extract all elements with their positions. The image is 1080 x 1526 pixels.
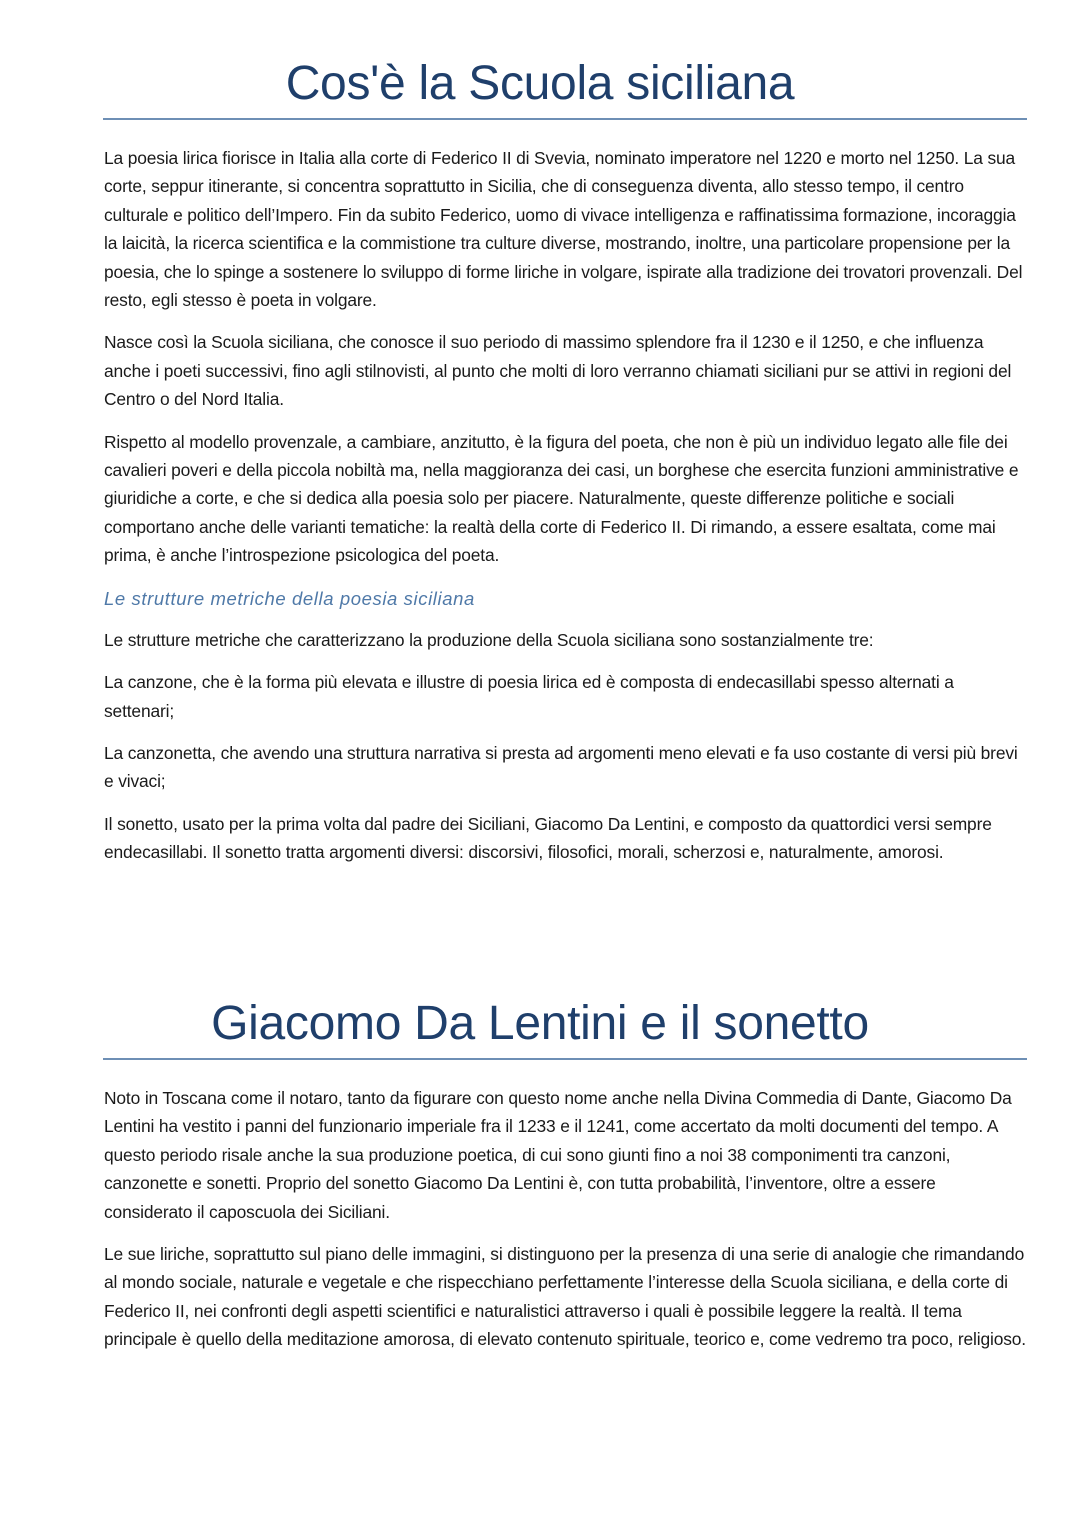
title-underline	[103, 118, 1027, 120]
paragraph: La poesia lirica fiorisce in Italia alla corte di Federico II di Svevia, nominato imperatore nel 1220 e morto nel 1250. La sua corte, seppur itinerante, si concentra soprattutto in Sicilia, che di conseguenza diventa, allo stesso tempo, il centro culturale e politico dell’Impero. Fin da subito Federico, uomo di vivace intelligenza e raffinatissima formazione, incoraggia la laicità, la ricerca scientifica e la commistione tra culture diverse, mostrando, inoltre, una particolare propensione per la poesia, che lo spinge a sostenere lo sviluppo di forme liriche in volgare, ispirate alla tradizione dei trovatori provenzali. Del resto, egli stesso è poeta in volgare.	[104, 148, 1023, 311]
section-title-giacomo-da-lentini: Giacomo Da Lentini e il sonetto	[211, 997, 869, 1050]
section-body-giacomo-da-lentini	[104, 1084, 1026, 1368]
paragraph: Le sue liriche, soprattutto sul piano delle immagini, si distinguono per la presenza di una serie di analogie che rimandando al mondo sociale, naturale e vegetale e che rispecchiano perfettamente l’interesse della Scuola siciliana, e della corte di Federico II, nei confronti degli aspetti scientifici e naturalistici attraverso i quali è possibile leggere la realtà. Il tema principale è quello della meditazione amorosa, di elevato contenuto spirituale, teorico e, come vedremo tra poco, religioso.	[104, 1244, 1026, 1350]
paragraph: Rispetto al modello provenzale, a cambiare, anzitutto, è la figura del poeta, che non è più un individuo legato alle file dei cavalieri poveri e della piccola nobiltà ma, nella maggioranza dei casi, un borghese che esercita funzioni amministrative e giuridiche a corte, e che si dedica alla poesia solo per piacere. Naturalmente, queste differenze politiche e sociali comportano anche delle varianti tematiche: la realtà della corte di Federico II. Di rimando, a essere esaltata, come mai prima, è anche l’introspezione psicologica del poeta.	[104, 431, 1019, 566]
paragraph-sonetto: Il sonetto, usato per la prima volta dal padre dei Siciliani, Giacomo Da Lentini, e composto da quattordici versi sempre endecasillabi. Il sonetto tratta argomenti diversi: discorsivi, filosofici, morali, scherzosi e, naturalmente, amorosi.	[104, 813, 992, 863]
section-title-scuola-siciliana: Cos'è la Scuola siciliana	[285, 57, 795, 110]
paragraph: Nasce così la Scuola siciliana, che conosce il suo periodo di massimo splendore fra il 1230 e il 1250, e che influenza anche i poeti successivi, fino agli stilnovisti, al punto che molti di loro verranno chiamati siciliani pur se attivi in regioni del Centro o del Nord Italia.	[104, 332, 1012, 410]
paragraph: Noto in Toscana come il notaro, tanto da figurare con questo nome anche nella Divina Commedia di Dante, Giacomo Da Lentini ha vestito i panni del funzionario imperiale fra il 1233 e il 1241, come accertato da molti documenti del tempo. A questo periodo risale anche la sua produzione poetica, di cui sono giunti fino a noi 38 componimenti tra canzoni, canzonette e sonetti. Proprio del sonetto Giacomo Da Lentini è, con tutta probabilità, l’inventore, oltre a essere considerato il caposcuola dei Siciliani.	[104, 1088, 1012, 1222]
section-body-scuola-siciliana	[104, 144, 1026, 881]
paragraph: Le strutture metriche che caratterizzano la produzione della Scuola siciliana sono sostanzialmente tre:	[104, 629, 874, 650]
subheading-strutture-metriche: Le strutture metriche della poesia siciliana	[104, 587, 475, 609]
title-underline	[103, 1058, 1027, 1060]
paragraph-canzonetta: La canzonetta, che avendo una struttura narrativa si presta ad argomenti meno elevati e fa uso costante di versi più brevi e vivaci;	[104, 742, 1018, 792]
paragraph-canzone: La canzone, che è la forma più elevata e illustre di poesia lirica ed è composta di endecasillabi spesso alternati a settenari;	[104, 672, 954, 721]
